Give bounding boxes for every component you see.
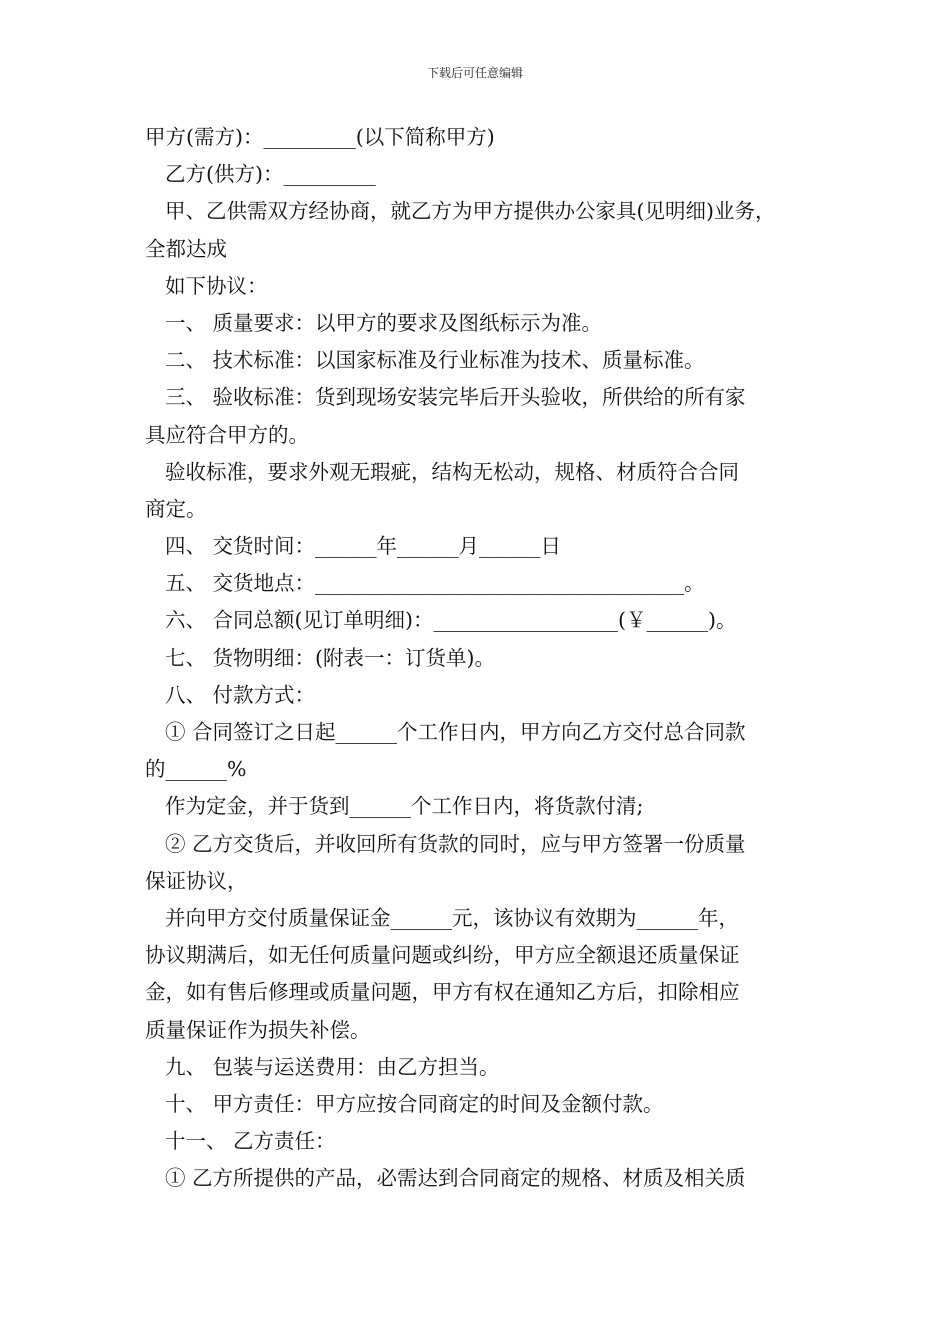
party-a-line: 甲方(需方)：_________(以下简称甲方) xyxy=(145,125,495,149)
payment-item-1-cont: 的______% xyxy=(145,757,247,782)
clause-11-party-b-duty: 十一、 乙方责任： xyxy=(165,1129,336,1154)
clause-1-quality: 一、 质量要求：以甲方的要求及图纸标示为准。 xyxy=(165,310,603,335)
clause-9-packaging: 九、 包装与运送费用：由乙方担当。 xyxy=(165,1054,500,1079)
clause-4-delivery-time: 四、 交货时间：______年______月______日 xyxy=(165,534,562,559)
agreement-heading: 如下协议： xyxy=(165,273,268,298)
payment-item-1: ① 合同签订之日起______个工作日内，甲方向乙方交付总合同款 xyxy=(165,720,746,744)
clause-10-party-a-duty: 十、 甲方责任：甲方应按合同商定的时间及金额付款。 xyxy=(165,1091,664,1116)
clause-3-detail: 验收标准，要求外观无瑕疵，结构无松动，规格、材质符合合同 xyxy=(165,459,739,484)
clause-5-delivery-place: 五、 交货地点：____________________________________。 xyxy=(165,571,705,596)
clause-3-acceptance-cont: 具应符合甲方的。 xyxy=(145,422,309,447)
payment-item-2-compensation: 质量保证作为损失补偿。 xyxy=(145,1017,371,1042)
clause-7-goods-detail: 七、 货物明细：(附表一：订货单)。 xyxy=(165,645,496,670)
contract-body xyxy=(145,119,815,1197)
clause-8-payment: 八、 付款方式： xyxy=(165,682,316,707)
payment-item-2-guarantee: 并向甲方交付质量保证金______元，该协议有效期为______年， xyxy=(165,905,739,930)
intro-line: 甲、乙供需双方经协商，就乙方为甲方提供办公家具(见明细)业务， xyxy=(165,199,776,224)
payment-item-2-deduction: 金，如有售后修理或质量问题，甲方有权在通知乙方后，扣除相应 xyxy=(145,980,740,1005)
payment-item-2-cont: 保证协议， xyxy=(145,868,248,893)
party-b-duty-item-1: ① 乙方所提供的产品，必需达到合同商定的规格、材质及相关质 xyxy=(165,1166,746,1191)
party-b-line: 乙方(供方)：_________ xyxy=(165,162,376,187)
intro-line-cont: 全都达成 xyxy=(145,236,227,261)
clause-3-acceptance: 三、 验收标准：货到现场安装完毕后开头验收，所供给的所有家 xyxy=(165,385,746,410)
payment-item-2: ② 乙方交货后，并收回所有货款的同时，应与甲方签署一份质量 xyxy=(165,831,746,856)
payment-item-1-deposit: 作为定金，并于货到______个工作日内，将货款付清; xyxy=(165,794,644,819)
clause-3-detail-cont: 商定。 xyxy=(145,496,207,521)
payment-item-2-refund: 协议期满后，如无任何质量问题或纠纷，甲方应全额退还质量保证 xyxy=(145,943,740,968)
clause-6-total-amount: 六、 合同总额(见订单明细)：__________________(￥______)。 xyxy=(165,608,737,633)
clause-2-standards: 二、 技术标准：以国家标准及行业标准为技术、质量标准。 xyxy=(165,348,705,373)
page-header-note: 下载后可任意编辑 xyxy=(426,66,523,80)
